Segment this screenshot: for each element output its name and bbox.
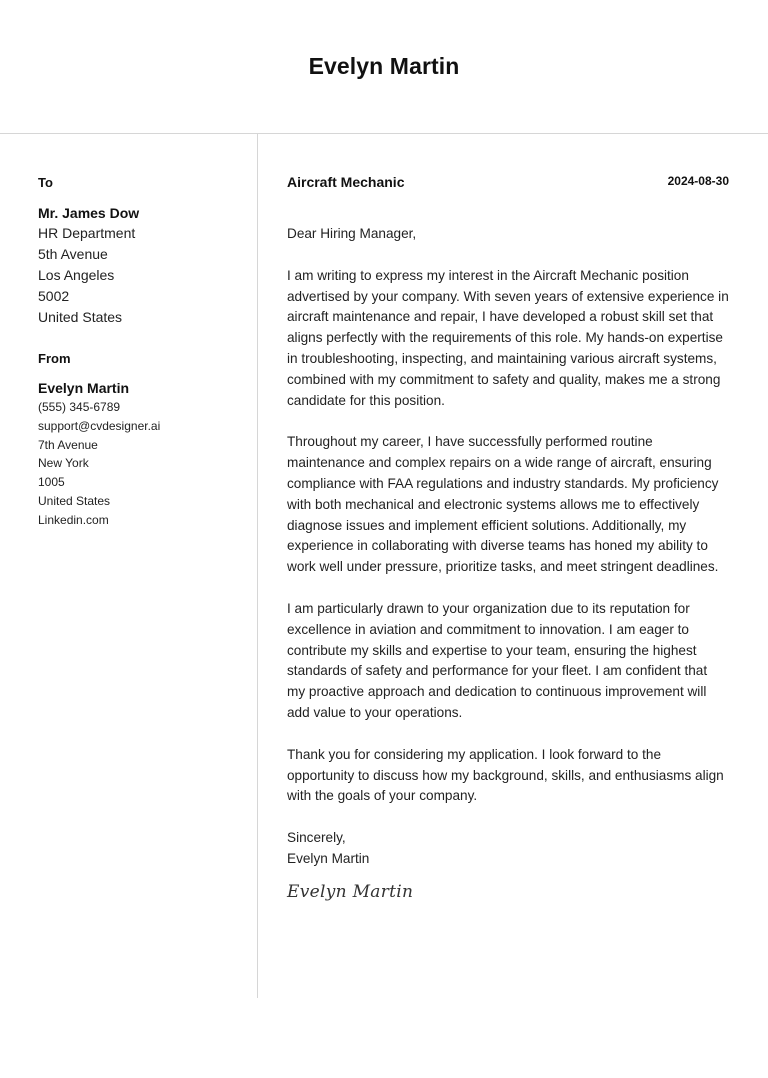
recipient-street: 5th Avenue [38,246,108,262]
paragraph-2: Throughout my career, I have successfully performed routine maintenance and complex repairs on a wide range of aircraft, ensuring compliance with FAA regulations and industry standards. My proficiency with both mechanical and electronic systems allows me to effectively diagnose issues and implement efficient solutions. Additionally, my experience in collaborating with diverse teams has honed my ability to work well under pressure, prioritize tasks, and meet stringent deadlines. [287,434,719,575]
recipient-country: United States [38,309,123,325]
recipient-address [38,223,248,328]
sender-city: New York [38,456,89,471]
sender-contact [38,398,248,530]
letter-topline [287,174,729,194]
column-divider [257,134,258,998]
letter-header [0,0,768,134]
paragraph-1: I am writing to express my interest in the Aircraft Mechanic position advertised by your company. With seven years of extensive experience in aircraft maintenance and repair, I have developed a robust skill set that aligns perfectly with the requirements of this role. My hands-on expertise in troubleshooting, inspecting, and maintaining various aircraft systems, combined with my commitment to safety and quality, makes me a strong candidate for this position. [287,267,729,408]
paragraph-3: I am particularly drawn to your organization due to its reputation for excellence in aviation and commitment to innovation. I am eager to contribute my skills and expertise to your team, ensuring the highest standards of safety and performance for your fleet. I am confident that my proactive approach and dedication to continuous improvement will add value to your operations. [287,600,708,720]
from-label: From [38,351,71,366]
sender-name: Evelyn Martin [38,380,130,396]
sender-email: support@cvdesigner.ai [38,418,161,433]
paragraph-4: Thank you for considering my application. I look forward to the opportunity to discuss how my background, skills, and enthusiasms align with the goals of your company. [287,746,724,804]
sender-phone: (555) 345-6789 [38,400,121,414]
letter-body [287,174,729,902]
recipient-zip: 5002 [38,288,70,304]
sender-zip: 1005 [38,475,65,490]
recipient-name: Mr. James Dow [38,205,140,221]
sender-street: 7th Avenue [38,437,98,452]
sender-country: United States [38,493,111,508]
letter-date: 2024-08-30 [667,174,729,188]
sender-website: Linkedin.com [38,512,109,527]
signature: Evelyn Martin [287,881,414,902]
closing-name: Evelyn Martin [287,850,370,866]
sidebar [38,174,248,530]
closing: Sincerely, [287,830,346,846]
recipient-city: Los Angeles [38,267,115,283]
to-label: To [38,175,53,190]
greeting: Dear Hiring Manager, [287,226,417,241]
recipient-department: HR Department [38,225,136,241]
page-title: Evelyn Martin [308,53,460,79]
job-title: Aircraft Mechanic [287,174,405,190]
